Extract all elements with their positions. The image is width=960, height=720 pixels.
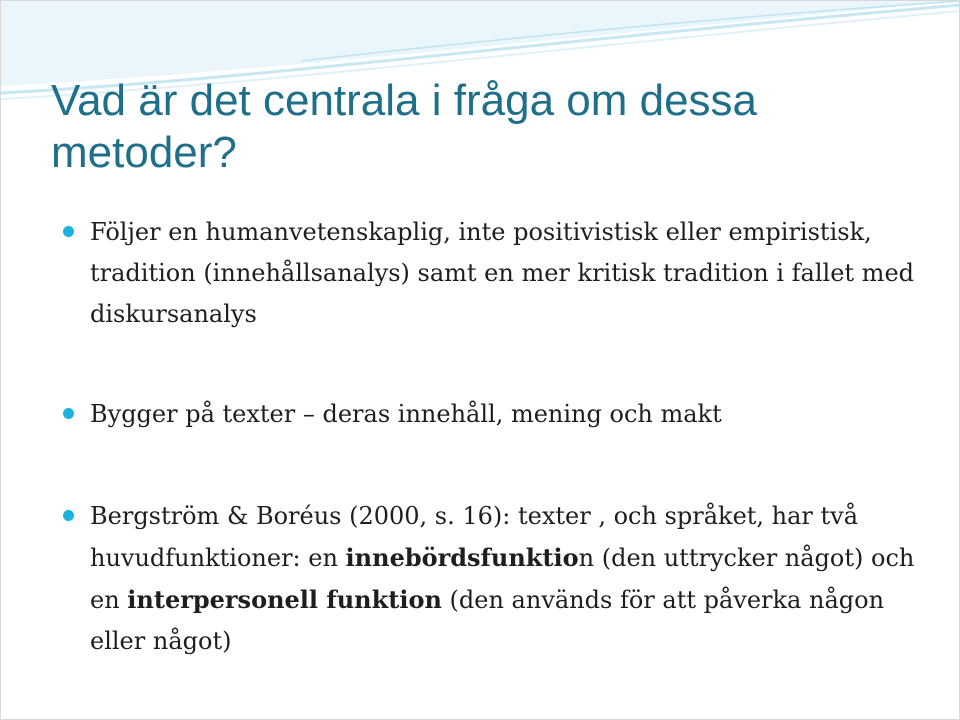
bold-term-meaning-function: innebördsfunktio <box>345 543 579 572</box>
bullet-dot-icon <box>63 510 74 521</box>
bullet-text <box>90 496 920 662</box>
bullet-text: Bygger på texter – deras innehåll, mening och makt <box>90 400 722 428</box>
bullet-list <box>1 1 960 720</box>
bullet-text-part: n (den uttrycker något) och en <box>90 544 915 614</box>
bullet-text-part: Bergström & Boréus (2000, s. 16): texter , och språket, har två huvudfunktioner: en <box>90 502 859 572</box>
bullet-text: Följer en humanvetenskaplig, inte positivistisk eller empiristisk, tradition (innehållsanalys) samt en mer kritisk tradition i fallet med diskursanalys <box>90 218 915 328</box>
slide-title: Vad är det centrala i fråga om dessa metoder? <box>51 76 758 177</box>
bullet-dot-icon <box>63 408 74 419</box>
bullet-text-part: (den används för att påverka någon eller något) <box>90 586 885 655</box>
bullet-dot-icon <box>63 226 74 237</box>
bold-term-interpersonal-function: interpersonell funktion <box>127 585 442 614</box>
